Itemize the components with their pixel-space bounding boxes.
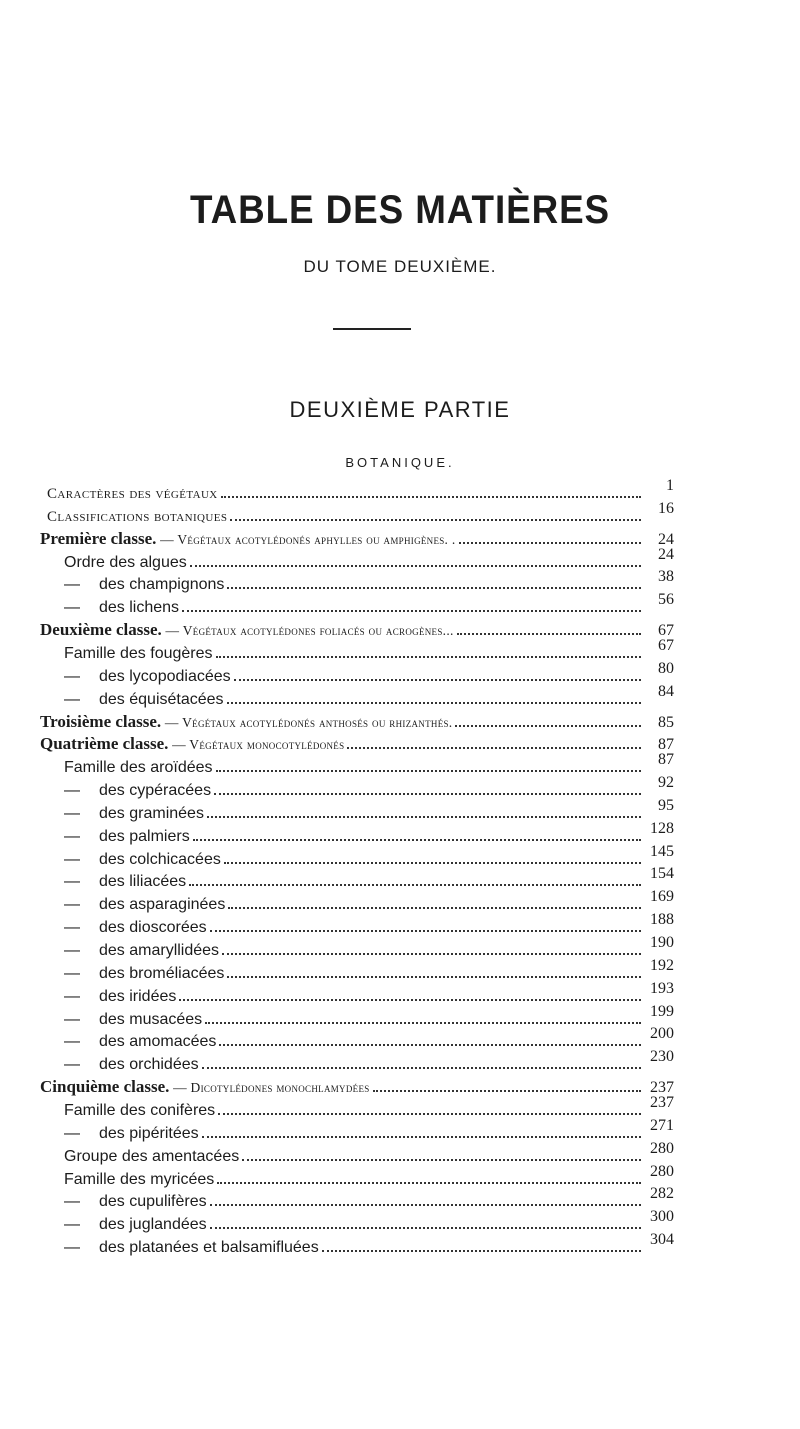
dot-leader [189,870,641,886]
toc-entry-label: Famille des myricées [64,1170,215,1188]
dot-leader [219,1030,641,1046]
ditto-dash: — [64,599,80,617]
toc-entry [40,1076,674,1098]
class-description: — Végétaux monocotylédonés [168,737,345,753]
toc-entry-label [64,1125,199,1143]
entry-text: des lycopodiacées [99,667,231,685]
toc-entry-label [64,691,224,709]
toc-entry [64,1116,674,1144]
page-number: 84 [658,682,674,700]
toc-entry-label [40,1077,370,1097]
dot-leader [205,1008,641,1024]
dot-leader [455,711,641,727]
ditto-dash: — [64,1056,80,1074]
ditto-dash: — [64,873,80,891]
dot-leader [210,1190,641,1206]
toc-entry [64,796,674,824]
toc-entry-label [64,828,190,846]
class-name: Cinquième classe. [40,1077,170,1097]
toc-entry-label [64,1216,207,1234]
toc-entry-label [40,712,452,732]
ditto-dash: — [64,576,80,594]
dot-leader [347,733,641,749]
toc-entry-label: Ordre des algues [64,553,187,571]
toc-entry-label [40,620,454,640]
entry-text: des broméliacées [99,964,225,982]
toc-entry [64,979,674,1007]
page-number: 80 [658,659,674,677]
page-number: 67 [658,622,674,640]
toc-entry-label [40,529,456,549]
toc-entry [64,911,674,938]
dot-leader [210,1213,641,1229]
toc-entry [64,865,674,892]
dot-leader [216,756,641,772]
toc-entry [64,591,674,618]
entry-text: des pipéritées [99,1124,199,1142]
page-number: 304 [650,1231,674,1249]
toc-entry-label [64,988,176,1006]
dot-leader [190,551,641,567]
page-number: 193 [650,979,674,997]
dot-leader [202,1122,641,1138]
page-number: 67 [658,636,674,654]
page-number: 271 [650,1116,674,1134]
ditto-dash: — [64,1239,80,1257]
page-number: 95 [658,796,674,814]
class-name: Troisième classe. [40,711,162,731]
entry-text: des cypéracées [99,782,212,800]
page-number: 16 [658,499,674,517]
ditto-dash: — [64,987,80,1005]
toc-entry [64,1048,674,1075]
ditto-dash: — [64,1010,80,1028]
page-number: 38 [658,568,674,586]
dot-leader [230,505,641,521]
page-number: 145 [650,842,674,860]
class-description: — Végétaux acotylédones foliacés ou acrogènes... [161,623,454,639]
entry-text: des amomacées [99,1033,217,1051]
dot-leader [459,528,641,544]
entry-text: des juglandées [99,1216,207,1234]
ditto-dash: — [64,1124,80,1142]
toc-entry [47,499,674,527]
page-number: 87 [658,736,674,754]
page-number: 92 [658,774,674,792]
page-number: 24 [658,530,674,548]
page-number: 237 [650,1093,674,1111]
page-number: 154 [650,865,674,883]
toc-entry [64,956,674,984]
entry-text: des orchidées [99,1056,199,1074]
ditto-dash: — [64,827,80,845]
toc-entry-label [64,1056,199,1074]
toc-entry-label [64,599,179,617]
ditto-dash: — [64,919,80,937]
dot-leader [227,573,641,589]
toc-entry [64,1231,674,1258]
toc-entry [40,733,674,755]
entry-text: des dioscorées [99,919,207,937]
page-number: 188 [650,911,674,929]
ditto-dash: — [64,1216,80,1234]
page-number: 190 [650,934,674,951]
dot-leader [242,1145,641,1161]
entry-text: des cupulifères [99,1193,207,1211]
ditto-dash: — [64,850,80,868]
ditto-dash: — [64,942,80,959]
part-title: DEUXIÈME PARTIE [289,397,511,422]
toc-entry [64,1208,674,1235]
toc-entry-label [64,851,221,869]
entry-text: des iridées [99,987,177,1005]
dot-leader [218,1099,641,1115]
toc-entry-label [64,919,207,937]
toc-entry [47,477,674,504]
toc-entry [64,682,674,710]
entry-text: des équisétacées [99,690,224,708]
toc-entry-label: Famille des conifères [64,1101,216,1119]
page-number: 280 [650,1162,674,1180]
toc-entry [64,1162,674,1190]
entry-text: des liliacées [99,873,187,891]
entry-text: des colchicacées [99,850,221,868]
toc-entry [64,751,674,778]
toc-entry [64,636,674,664]
class-name: Première classe. [40,528,157,548]
toc-entry-label: Classifications botaniques [47,508,228,525]
toc-entry-label [64,576,224,594]
page-number: 1 [666,477,674,494]
toc-entry-label [64,965,224,983]
dot-leader [228,893,641,909]
dot-leader [216,642,641,658]
toc-entry [64,1185,674,1212]
toc-entry [64,774,674,801]
ditto-dash: — [64,804,80,822]
ditto-dash: — [64,1033,80,1051]
toc-entry-label: Famille des aroïdées [64,759,213,777]
toc-entry-label [64,668,231,686]
toc-entry [64,819,674,847]
page-number: 300 [650,1208,674,1226]
page-number: 237 [650,1079,674,1097]
page-number: 24 [658,545,674,563]
dot-leader [227,962,641,978]
dot-leader [224,848,641,864]
ditto-dash: — [64,1193,80,1211]
toc-entry [64,1002,674,1030]
page-number: 87 [658,751,674,769]
section-title: BOTANIQUE. [345,455,455,470]
entry-text: des amaryllidées [99,942,220,959]
ditto-dash: — [64,690,80,708]
page-number: 200 [650,1025,674,1043]
dot-leader [179,985,641,1001]
toc-entry [40,528,674,550]
ditto-dash: — [64,782,80,800]
toc-entry-label: Famille des fougères [64,644,213,662]
page-number: 192 [650,956,674,974]
dot-leader [222,939,641,955]
entry-text: des asparaginées [99,896,226,914]
toc-entry [64,545,674,573]
page-number: 56 [658,591,674,609]
class-name: Quatrième classe. [40,734,169,754]
dot-leader [193,825,641,841]
class-description: — Végétaux acotylédonés anthosés ou rhizanthés. [161,714,453,730]
toc-entry [64,888,674,915]
entry-text: des lichens [99,599,180,617]
toc-entry [64,1025,674,1052]
ditto-dash: — [64,964,80,982]
toc-entry [64,659,674,687]
toc-entry-label [64,805,204,823]
page-number: 282 [650,1185,674,1203]
page-number: 280 [650,1139,674,1157]
page-number: 169 [650,888,674,906]
toc-entry-label [64,942,219,960]
toc-entry [40,711,674,733]
dot-leader [227,688,641,704]
class-description: — Dicotylédones monochlamydées [169,1080,370,1096]
toc-entry [64,842,674,870]
toc-entry-label [64,1033,216,1051]
toc-entry [64,568,674,595]
toc-entry-label [64,896,225,914]
dot-leader [221,482,641,498]
toc-entry-label: Caractères des végétaux [47,486,218,502]
ditto-dash: — [64,667,80,685]
class-name: Deuxième classe. [40,620,162,640]
dot-leader [457,619,641,635]
toc-entry [64,934,674,961]
toc-entry-label: Groupe des amentacées [64,1147,240,1165]
page-subtitle: DU TOME DEUXIÈME. [303,257,497,276]
page-number: 128 [650,819,674,837]
toc-entry [64,1139,674,1167]
dot-leader [207,802,641,818]
dot-leader [210,916,641,932]
entry-text: des graminées [99,804,204,822]
entry-text: des palmiers [99,827,190,845]
toc-entry-label [64,782,211,800]
toc-entry-label [64,1193,207,1211]
dot-leader [214,779,641,795]
entry-text: des platanées et balsamifluées [99,1239,319,1257]
ditto-dash: — [64,896,80,914]
class-description: — Végétaux acotylédonés aphylles ou amphigènes. . [156,531,456,547]
entry-text: des champignons [99,576,225,594]
entry-text: des musacées [99,1010,203,1028]
dot-leader [182,596,641,612]
toc-entry-label [64,873,186,891]
toc-entry-label [40,734,344,754]
page-number: 230 [650,1048,674,1066]
page-number: 85 [658,713,674,731]
toc-entry [64,1093,674,1121]
toc-entry-label [64,1239,319,1257]
page-number: 199 [650,1002,674,1020]
page-title: TABLE DES MATIÈRES [189,188,611,232]
dot-leader [322,1236,641,1252]
toc-entry [40,619,674,641]
dot-leader [373,1076,641,1092]
toc-entry-label [64,1011,202,1029]
dot-leader [202,1053,641,1069]
dot-leader [234,665,641,681]
dot-leader [217,1168,641,1184]
